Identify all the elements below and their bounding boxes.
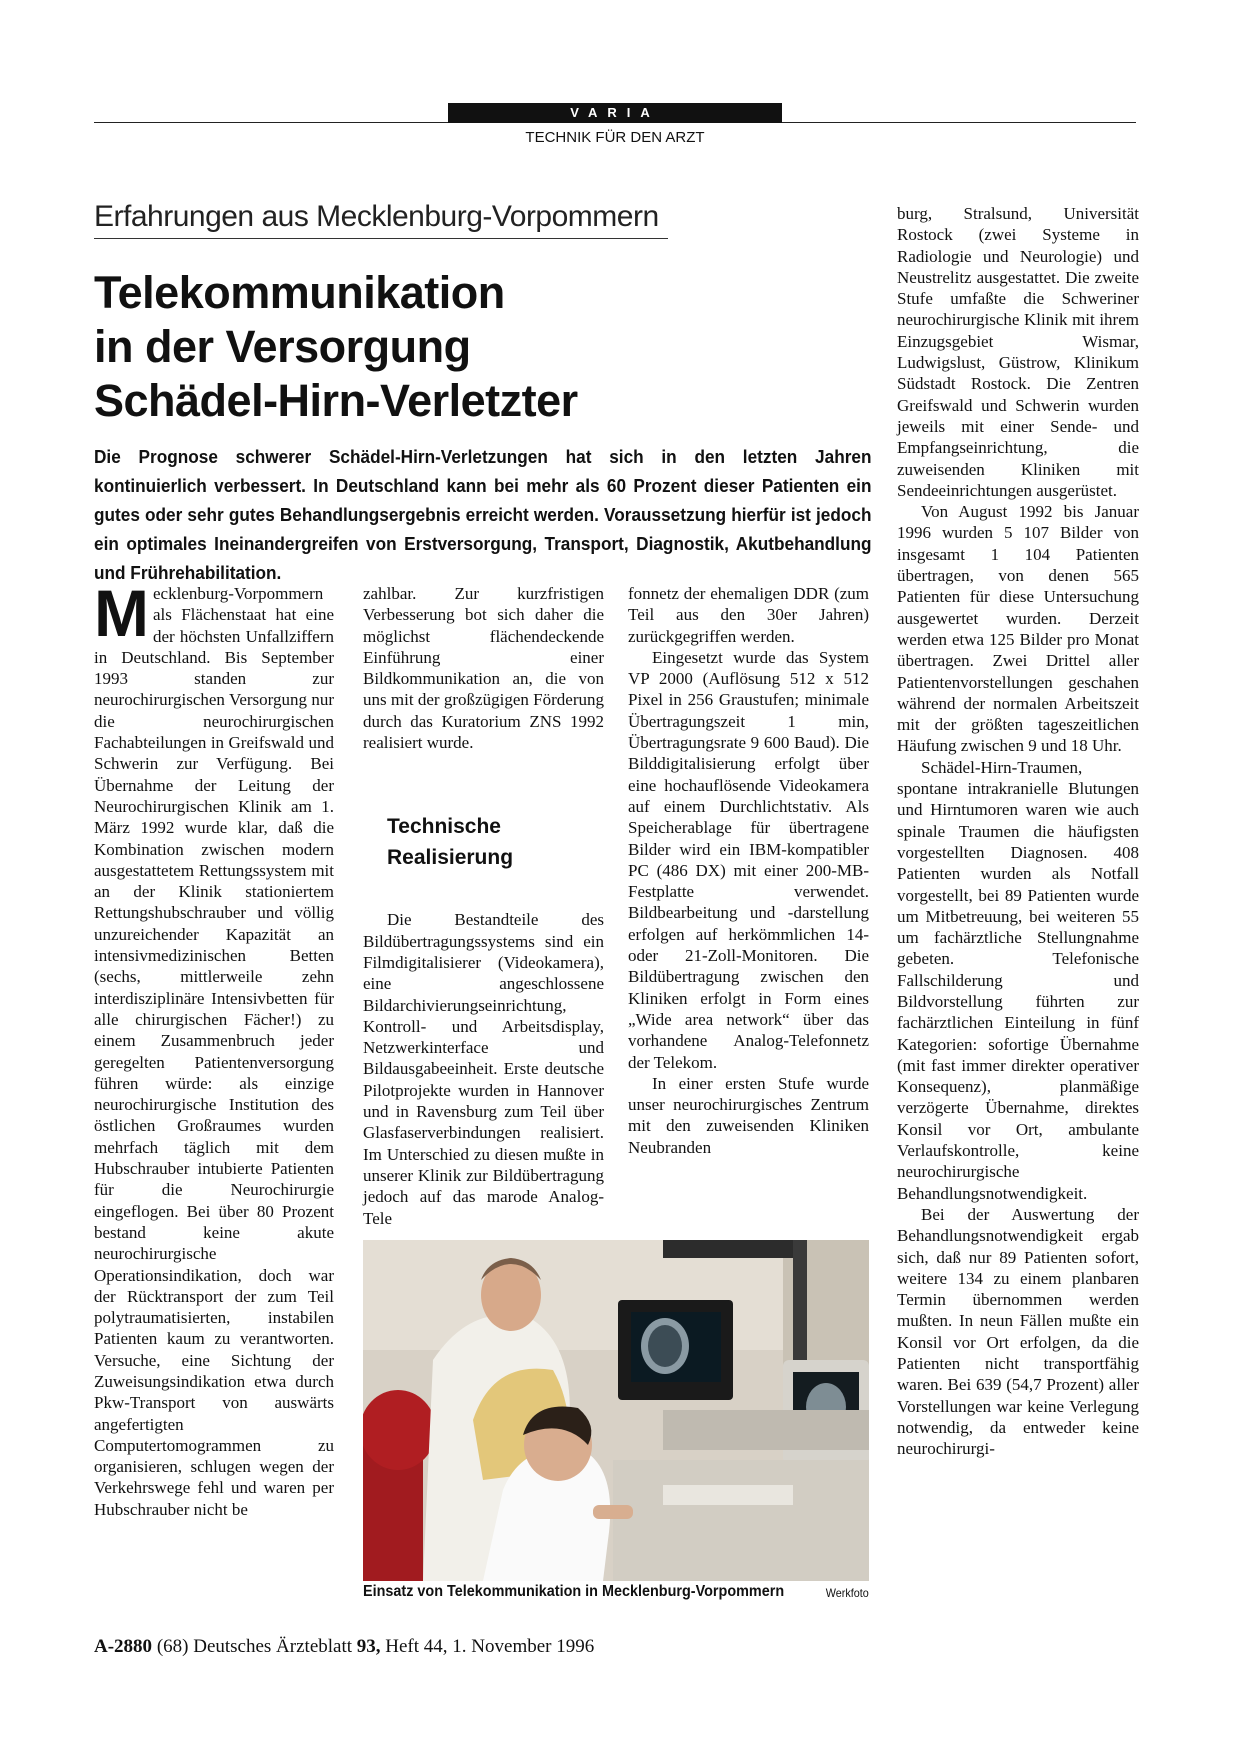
text-column-4 [897, 203, 1139, 1460]
page-footer [94, 1636, 594, 1658]
paragraph-1-part-a: ecklenburg-Vorpommern als Flächenstaat hat eine der höchsten Unfallziffern in Deutschland. Bis September 1993 standen zur neurochirurgischen Versorgung nur die neurochirurgischen Fachabteilungen in Greifswald und Schwerin zur Verfügung. Bei Übernahme der Leitung der Neurochirurgischen Klinik am 1. März 1992 wurde klar, daß die Kombination zwischen modern ausgestattetem Rettungssystem mit an der Klinik stationiertem Rettungshubschrauber und völlig unzureichender Kapazität an intensivmedizinischen Betten (sechs, mittlerweile zehn interdisziplinäre Intensivbetten für alle chirurgischen Fächer!) zu einem Zusammenbruch jeder geregelten Patientenversorgung führen würde: als einzige neurochirurgische Institution des östlichen Großraumes wurden mehrfach täglich mit dem Hubschrauber intubierte Patienten für die Neurochirurgie eingeflogen. Bei über 80 Prozent bestand keine akute neurochirurgische Operationsindikation, doch war der Rücktransport der zum Teil polytraumatisierten, instabilen Patienten kaum zu verantworten. Versuche, eine Sichtung der Zuweisungsindikation etwa durch Pkw-Transport von auswärts angefertigten Computertomogrammen zu organisieren, schlugen wegen der Verkehrswege fehl und waren per Hubschrauber nicht be [94, 584, 334, 1519]
footer-issue: Heft 44, 1. November 1996 [385, 1636, 595, 1657]
article-photo [363, 1240, 869, 1581]
text-column-3 [628, 583, 869, 1158]
page-number: A-2880 [94, 1636, 153, 1657]
footer-volume: 93, [356, 1636, 381, 1657]
caption-text: Einsatz von Telekommunikation in Mecklenburg-Vorpommern [363, 1583, 785, 1600]
paragraph-2-part-a: Die Bestandteile des Bildübertragungssystems sind ein Filmdigitalisierer (Videokamera), eine angeschlossene Bildarchivierungseinrichtung, Kontroll- und Arbeitsdisplay, Netzwerkinterface und Bildausgabeeinheit. Erste deutsche Pilotprojekte wurden in Hannover und in Ravensburg zum Teil über Glasfaserverbindungen realisiert. Im Unterschied zu diesen mußte in unserer Klinik zur Bildübertragung jedoch auf das marode Analog-Tele [363, 910, 604, 1228]
drop-cap: M [94, 576, 149, 650]
text-column-2 [363, 583, 604, 1229]
text-column-1 [94, 576, 334, 1520]
paragraph-4-part-a: In einer ersten Stufe wurde unser neurochirurgisches Zentrum mit den zuweisenden Kliniken Neubranden [628, 1073, 869, 1157]
photo-credit: Werkfoto [825, 1586, 869, 1600]
article-lead: Die Prognose schwerer Schädel-Hirn-Verletzungen hat sich in den letzten Jahren kontinuierlich verbessert. In Deutschland kann bei mehr als 60 Prozent dieser Patienten ein gutes oder sehr gutes Behandlungsergebnis erreicht werden. Voraussetzung hierfür ist jedoch ein optimales Ineinandergreifen von Erstversorgung, Transport, Diagnostik, Akutbehandlung und Frührehabilitation. [94, 446, 872, 583]
photo-illustration [363, 1240, 869, 1581]
photo-caption [363, 1583, 869, 1607]
paragraph-3: Eingesetzt wurde das System VP 2000 (Auflösung 512 x 512 Pixel in 256 Graustufen; minimale Übertragungszeit 1 min, Übertragungsrate 9 600 Baud). Die Bilddigitalisierung erfolgt über eine hochauflösende Videokamera auf einem Durchlichtstativ. Als Speicherablage für übertragene Bilder wird ein IBM-kompatibler PC (486 DX) mit einer 200-MB-Festplatte verwendet. Bildbearbeitung und -darstellung erfolgen auf herkömmlichen 14- oder 21-Zoll-Monitoren. Die Bildübertragung zwischen den Kliniken erfolgt in Form eines „Wide area network“ über das vorhandene Analog-Telefonnetz der Telekom. [628, 647, 869, 1072]
paragraph-7: Bei der Auswertung der Behandlungsnotwendigkeit ergab sich, daß nur 89 Patienten sofort, weitere 134 zu einem planbaren Termin übernommen werden mußten. In neun Fällen mußte ein Konsil vor Ort erfolgen, da die Patienten nicht transportfähig waren. Bei 639 (54,7 Prozent) aller Vorstellungen war keine Verlegung notwendig, da entweder keine neurochirurgi- [897, 1204, 1139, 1459]
title-line: Telekommunikation [94, 267, 505, 318]
footer-journal: (68) Deutsches Ärzteblatt [156, 1636, 353, 1657]
subsection-label: TECHNIK FÜR DEN ARZT [525, 129, 705, 146]
section-label: VARIA [448, 103, 782, 123]
paragraph-6: Schädel-Hirn-Traumen, spontane intrakranielle Blutungen und Hirntumoren waren wie auch spinale Traumen die häufigsten vorgestellten Diagnosen. 408 Patienten wurden als Notfall vorgestellt, bei 89 Patienten wurde um Mitbetreuung, bei weiteren 55 um fachärztliche Stellungnahme gebeten. Telefonische Fallschilderung und Bildvorstellung führten zur fachärztlichen Einteilung in fünf Kategorien: sofortige Übernahme (mit fast immer direkter operativer Konsequenz), planmäßige verzögerte Übernahme, direktes Konsil vor Ort, ambulante Verlaufskontrolle, keine neurochirurgische Behandlungsnotwendigkeit. [897, 757, 1139, 1203]
article-kicker: Erfahrungen aus Mecklenburg-Vorpommern [94, 200, 668, 239]
paragraph-2-part-b: fonnetz der ehemaligen DDR (zum Teil aus den 30er Jahren) zurückgegriffen werden. [628, 584, 869, 646]
paragraph-5: Von August 1992 bis Januar 1996 wurden 5 107 Bilder von insgesamt 1 104 Patienten übertragen, von denen 565 Patienten für diese Untersuchung ausgewertet wurden. Derzeit werden etwa 125 Bilder pro Monat übertragen. Zwei Drittel aller Patientenvorstellungen geschahen während der normalen Arbeitszeit mit der größten tageszeitlichen Häufung zwischen 9 und 18 Uhr. [897, 502, 1139, 756]
title-line: in der Versorgung [94, 321, 471, 372]
section-heading: Technische Realisierung [387, 815, 514, 870]
title-line: Schädel-Hirn-Verletzter [94, 375, 578, 426]
paragraph-4-part-b: burg, Stralsund, Universität Rostock (zwei Systeme in Radiologie und Neurologie) und Neustrelitz ausgestattet. Die zweite Stufe umfaßte die Schweriner neurochirurgische Klinik mit ihrem Einzugsgebiet Wismar, Ludwigslust, Güstrow, Klinikum Südstadt Rostock. Die Zentren Greifswald und Schwerin wurden jeweils mit einer Sende- und Empfangseinrichtung, die zuweisenden Kliniken mit Sendeeinrichtungen ausgerüstet. [897, 204, 1139, 500]
article-title [94, 266, 734, 428]
paragraph-1-part-b: zahlbar. Zur kurzfristigen Verbesserung bot sich daher die möglichst flächendeckende Einführung einer Bildkommunikation an, die von uns mit der großzügigen Förderung durch das Kuratorium ZNS 1992 realisiert wurde. [363, 584, 604, 753]
